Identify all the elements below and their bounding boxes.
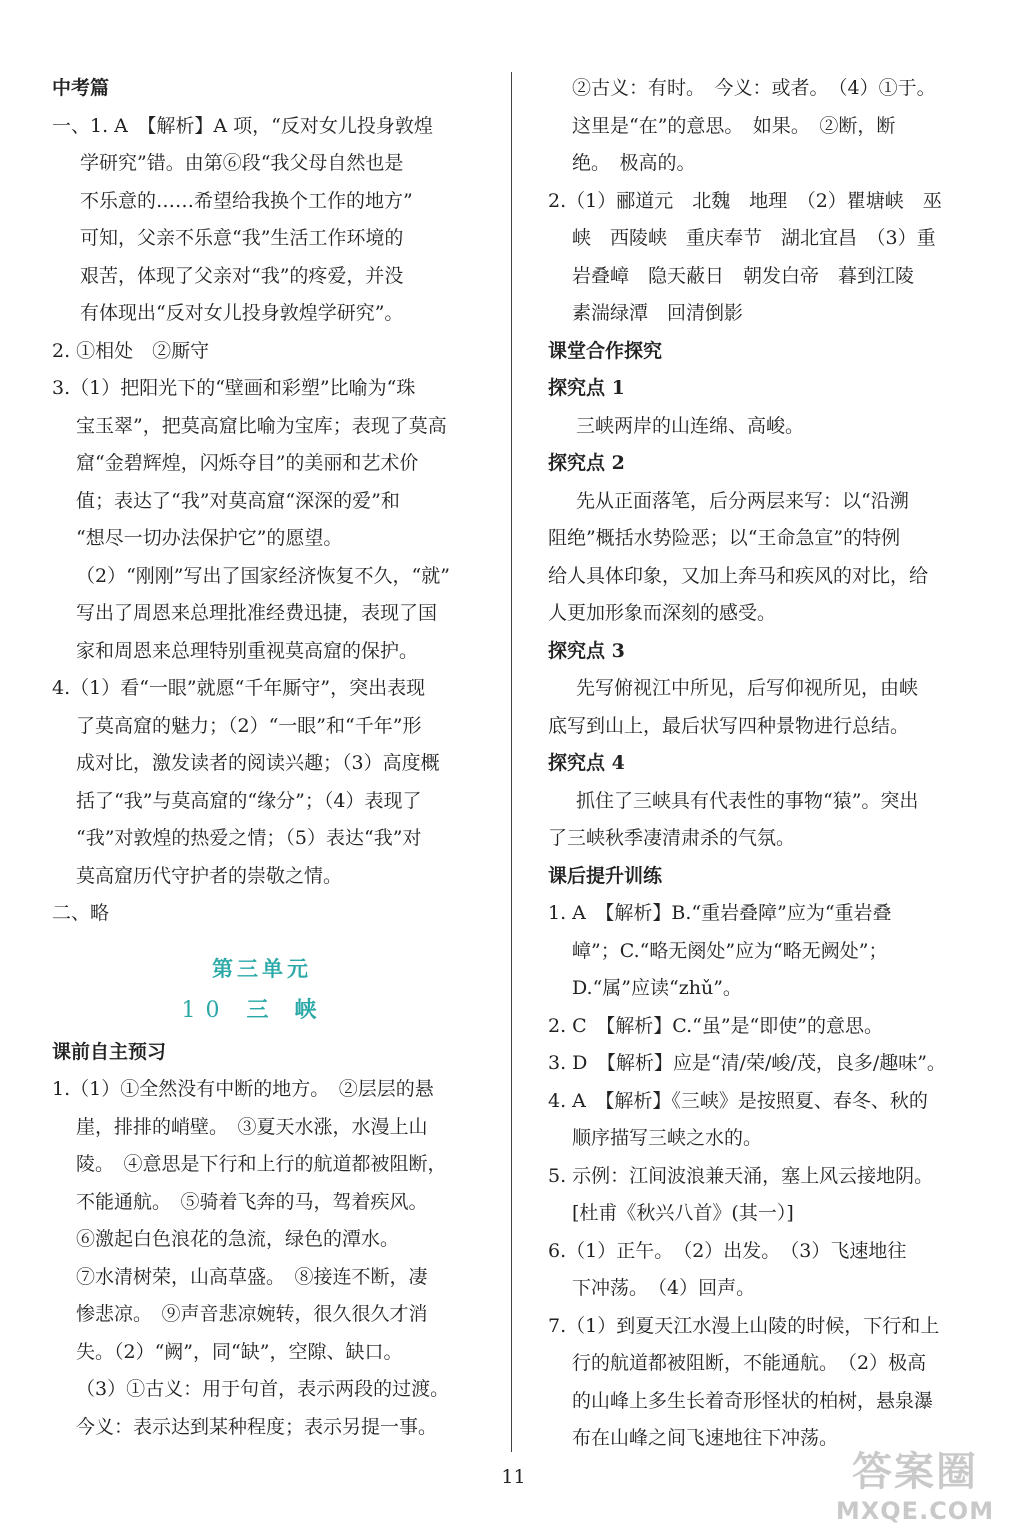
watermark-line-2: MXQE.COM: [835, 1497, 995, 1525]
text-line: 可知，父亲不乐意“我”生活工作环境的: [80, 227, 404, 249]
text-line: 艰苦，体现了父亲对“我”的疼爱，并没: [80, 264, 404, 287]
page-number: 11: [501, 1466, 526, 1488]
text-line: （3）①古义：用于句首，表示两段的过渡。: [76, 1378, 450, 1400]
text-line: ⑦水清树荣，山高草盛。 ⑧接连不断，凄: [76, 1265, 428, 1288]
text-line: 阻绝”概括水势险恶；以“王命急宣”的特例: [548, 527, 901, 549]
section-heading-zhongkao: 中考篇: [52, 77, 110, 99]
section-heading-class: 课堂合作探究: [548, 339, 663, 362]
text-line: 了莫高窟的魅力；（2）“一眼”和“千年”形: [76, 714, 422, 737]
text-line: （2）“刚刚”写出了国家经济恢复不久，“就”: [76, 564, 450, 587]
answer-a2: 2. C 【解析】C.“虽”是“即使”的意思。: [548, 1014, 883, 1037]
text-line: 括了“我”与莫高窟的“缘分”；（4）表现了: [76, 789, 422, 812]
answer-er: 二、略: [52, 902, 110, 924]
text-line: 5. 示例：江间波浪兼天涌，塞上风云接地阴。: [548, 1164, 934, 1187]
answer-a3: 3. D 【解析】应是“清/荣/峻/茂，良多/趣味”。: [548, 1052, 946, 1074]
text-line: 7.（1）到夏天江水漫上山陵的时候，下行和上: [548, 1314, 940, 1337]
section-heading-preview: 课前自主预习: [52, 1040, 167, 1063]
section-heading-after: 课后提升训练: [548, 864, 663, 887]
text-line: 6.（1）正午。 （2）出发。 （3）飞速地往: [548, 1239, 907, 1262]
text-line: “我”对敦煌的热爱之情；（5）表达“我”对: [76, 827, 422, 849]
text-line: 先从正面落笔，后分两层来写：以“沿溯: [576, 489, 909, 512]
explore-point-4-block: [548, 783, 968, 858]
lesson-heading: [52, 993, 472, 1024]
answer-block-3: [52, 370, 472, 670]
right-column: [548, 70, 968, 1458]
text-line: 惨悲凉。 ⑨声音悲凉婉转，很久很久才消: [76, 1303, 428, 1325]
text-line: 不乐意的……希望给我换个工作的地方”: [80, 189, 413, 212]
answer-block-4: [52, 670, 472, 895]
text-line: 抓住了三峡具有代表性的事物“猿”。突出: [576, 789, 919, 812]
text-line: 给人具体印象，又加上奔马和疾风的对比，给: [548, 564, 929, 587]
text-line: 先写俯视江中所见，后写仰视所见，由峡: [576, 677, 919, 699]
explore-point-2-label: 探究点 2: [548, 452, 625, 474]
text-line: ⑥激起白色浪花的急流，绿色的潭水。: [76, 1228, 400, 1250]
text-line: 素湍绿潭 回清倒影: [572, 302, 744, 324]
text-line: ②古义：有时。 今义：或者。 （4）①于。: [572, 77, 936, 99]
answer-block-a4: [548, 1083, 968, 1158]
watermark-logo: [835, 1440, 995, 1530]
text-line: 顺序描写三峡之水的。: [572, 1127, 763, 1149]
text-line: 了三峡秋季凄清肃杀的气氛。: [548, 827, 796, 849]
text-line: 的山峰上多生长着奇形怪状的柏树，悬泉瀑: [572, 1389, 934, 1412]
unit-title: 第三单元: [212, 955, 312, 981]
text-line: 岩叠嶂 隐天蔽日 朝发白帝 暮到江陵: [572, 264, 915, 287]
explore-point-2-block: [548, 483, 968, 633]
watermark-line-1: 答案圈: [852, 1449, 978, 1495]
text-line: 布在山峰之间飞速地往下冲荡。: [572, 1427, 839, 1449]
answer-block-1: [52, 108, 472, 333]
text-line: 这里是“在”的意思。 如果。 ②断，断: [572, 114, 896, 137]
text-line: 嶂”；C.“略无阕处”应为“略无阙处”；: [572, 939, 888, 962]
column-divider: [511, 72, 512, 1452]
text-line: 莫高窟历代守护者的崇敬之情。: [76, 864, 343, 887]
text-line: 学研究”错。由第⑥段“我父母自然也是: [80, 152, 404, 174]
text-line: 崖，排排的峭壁。 ③夏天水涨，水漫上山: [76, 1115, 428, 1138]
text-line: 人更加形象而深刻的感受。: [548, 602, 777, 624]
answer-block-r2: [548, 183, 968, 333]
text-line: 3.（1）把阳光下的“壁画和彩塑”比喻为“珠: [52, 377, 416, 399]
text-line: 底写到山上，最后状写四种景物进行总结。: [548, 714, 910, 737]
text-line: 成对比，激发读者的阅读兴趣；（3）高度概: [76, 752, 440, 774]
lesson-title: 三峡: [246, 996, 343, 1023]
text-line: 写出了周恩来总理批准经费迅捷，表现了国: [76, 602, 438, 624]
text-line: 失。（2）“阙”，同“缺”，空隙、缺口。: [76, 1340, 403, 1363]
text-line: 1.（1）①全然没有中断的地方。 ②层层的悬: [52, 1078, 434, 1100]
answer-2: 2. ①相处 ②厮守: [52, 339, 210, 362]
answer-block-a6: [548, 1233, 968, 1308]
explore-point-4-label: 探究点 4: [548, 752, 625, 774]
answer-block-a5: [548, 1158, 968, 1233]
explore-point-1-text: 三峡两岸的山连绵、高峻。: [576, 414, 805, 437]
continued-answer-block: [548, 70, 968, 183]
text-line: 1. A 【解析】B.“重岩叠障”应为“重岩叠: [548, 902, 892, 924]
explore-point-1-label: 探究点 1: [548, 377, 625, 399]
text-line: 4. A 【解析】《三峡》是按照夏、春冬、秋的: [548, 1089, 928, 1112]
text-line: 峡 西陵峡 重庆奉节 湖北宜昌 （3）重: [572, 227, 936, 249]
answer-block-a7: [548, 1308, 968, 1458]
explore-point-3-block: [548, 670, 968, 745]
preview-answer-block: [52, 1071, 472, 1446]
text-line: 家和周恩来总理特别重视莫高窟的保护。: [76, 639, 419, 662]
text-line: 下冲荡。 （4）回声。: [572, 1277, 756, 1299]
text-line: 2.（1）郦道元 北魏 地理 （2）瞿塘峡 巫: [548, 189, 942, 212]
text-line: “想尽一切办法保护它”的愿望。: [76, 527, 343, 549]
text-line: 陵。 ④意思是下行和上行的航道都被阻断，: [76, 1153, 447, 1175]
text-line: 行的航道都被阻断，不能通航。 （2）极高: [572, 1352, 927, 1374]
answer-block-a1: [548, 895, 968, 1008]
text-line: 一、1. A 【解析】A 项，“反对女儿投身敦煌: [52, 114, 433, 137]
text-line: 绝。 极高的。: [572, 152, 696, 174]
text-line: 窟“金碧辉煌，闪烁夺目”的美丽和艺术价: [76, 452, 419, 474]
explore-point-3-label: 探究点 3: [548, 639, 625, 662]
text-line: 有体现出“反对女儿投身敦煌学研究”。: [80, 302, 404, 324]
text-line: 宝玉翠”，把莫高窟比喻为宝库；表现了莫高: [76, 414, 447, 437]
text-line: 今义：表示达到某种程度；表示另提一事。: [76, 1415, 438, 1438]
lesson-number: 10: [181, 997, 230, 1023]
text-line: 4.（1）看“一眼”就愿“千年厮守”，突出表现: [52, 677, 426, 699]
left-column: [52, 70, 472, 1446]
text-line: 不能通航。 ⑤骑着飞奔的马，驾着疾风。: [76, 1190, 428, 1213]
text-line: D.“属”应读“zhǔ”。: [572, 977, 742, 999]
text-line: 值；表达了“我”对莫高窟“深深的爱”和: [76, 489, 400, 512]
text-line: [杜甫《秋兴八首》(其一）]: [572, 1202, 794, 1224]
